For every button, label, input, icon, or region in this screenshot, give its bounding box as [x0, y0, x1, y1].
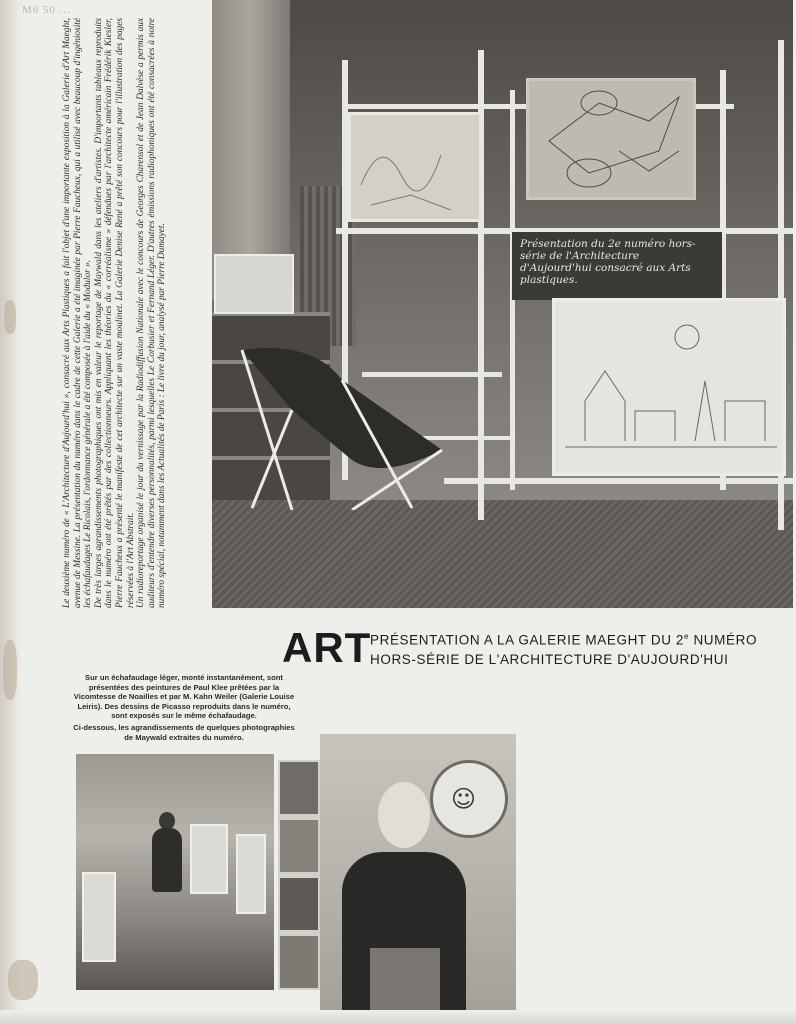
- blackboard-chalk-text: Présentation du 2e numéro hors-série de l'Architecture d'Aujourd'hui consacré aux Arts plastiques.: [520, 238, 696, 286]
- man-head: [378, 782, 430, 848]
- ceramic-plate: ☺: [430, 760, 508, 838]
- paper-damage: [4, 300, 16, 334]
- page-left-edge: [0, 0, 22, 1024]
- studio-canvas: [236, 834, 266, 914]
- article-paragraph: De très larges agrandissements photographiques ont mis en valeur le reportage de Maywald dans les ateliers d'artistes. D'importants tableaux reproduits dans le numéro ont été prêtés par des collectionneurs. Appliquant les théories du « corréalisme » défendues par l'architecte américain Frédérik Kiesler, Pierre Faucheux a présenté le manifeste de cet architecte sur un vaste moulinet. La Galerie Denise René a prêté son concours pour l'illustration des pages réservées à l'Art Abstrait.: [93, 18, 136, 608]
- article-paragraph: Un radioreportage organisé le jour du vernissage par la Radiodiffusion Nationale avec le concours de Georges Charensol et de Jean Dalvèse a permis aux auditeurs d'entendre diverses personnalités, parmi lesquelles Le Corbusier et Fernand Léger. D'autres émissions radiophoniques ont été consacrées à notre numéro spécial, notamment dans les Actualités de Paris : Le livre du jour, analysé par Pierre Dumayet.: [136, 18, 168, 608]
- caption-paragraph: Sur un échafaudage léger, monté instantanément, sont présentées des peintures de Paul Klee prêtées par la Vicomtesse de Noailles et par M. Kahn Weiler (Galerie Louise Leiris). Des dessins de Picasso reproduits dans le numéro, sont exposés sur le même échafaudage.: [73, 673, 295, 721]
- drawing-lines: [529, 81, 693, 197]
- page-bottom-edge: [0, 1010, 796, 1024]
- portrait-thumbnail: [280, 878, 318, 930]
- gallery-exhibition-photo: [212, 0, 793, 608]
- scaffold-beam: [444, 478, 793, 484]
- village-drawing-frame: [552, 298, 786, 476]
- drawing-lines: [351, 115, 479, 219]
- studio-canvas: [82, 872, 116, 962]
- caption-paragraph: Ci-dessous, les agrandissements de quelques photographies de Maywald extraites du numéro.: [73, 722, 295, 742]
- photo-grid-panel: [214, 254, 294, 314]
- headline-line-2: HORS-SÉRIE DE L'ARCHITECTURE D'AUJOURD'HUI: [370, 651, 729, 667]
- butterfly-chair: [232, 340, 462, 510]
- picasso-drawing-frame: [526, 78, 696, 200]
- faded-corner-mark: M6 50 ...: [22, 4, 72, 16]
- painter-figure: [152, 828, 182, 892]
- photo-caption: [70, 673, 298, 742]
- portrait-thumbnail: [280, 820, 318, 872]
- paper-damage: [8, 960, 38, 1000]
- picasso-portrait-photo: [320, 734, 516, 1010]
- article-text: [62, 18, 202, 608]
- artist-studio-photo: [76, 754, 274, 990]
- klee-drawing-frame: [348, 112, 482, 222]
- drawing-lines: [555, 301, 783, 473]
- man-trousers: [370, 948, 440, 1010]
- studio-canvas: [190, 824, 228, 894]
- portrait-thumbnail: [280, 936, 318, 988]
- headline: [370, 627, 757, 669]
- portrait-thumbnail: [280, 762, 318, 814]
- article-paragraph: Le deuxième numéro de « L'Architecture d'Aujourd'hui », consacré aux Arts Plastiques a fait l'objet d'une importante exposition à la Galerie d'Art Maeght, avenue de Messine. La présentation du numéro dans le cadre de cette Galerie a été imaginée par Pierre Faucheux, qui a utilisé avec beaucoup d'ingéniosité les échafaudages Le Ricolais, l'ordonnance générale a été composée à l'aide du « Modulor ».: [62, 18, 94, 608]
- headline-line-1: PRÉSENTATION A LA GALERIE MAEGHT DU 2e NUMÉRO: [370, 632, 758, 648]
- portrait-strip: [278, 760, 320, 990]
- paper-damage: [3, 640, 17, 700]
- section-title: ART: [282, 624, 372, 671]
- photo-floor: [212, 500, 793, 608]
- article-text-column: [62, 18, 202, 608]
